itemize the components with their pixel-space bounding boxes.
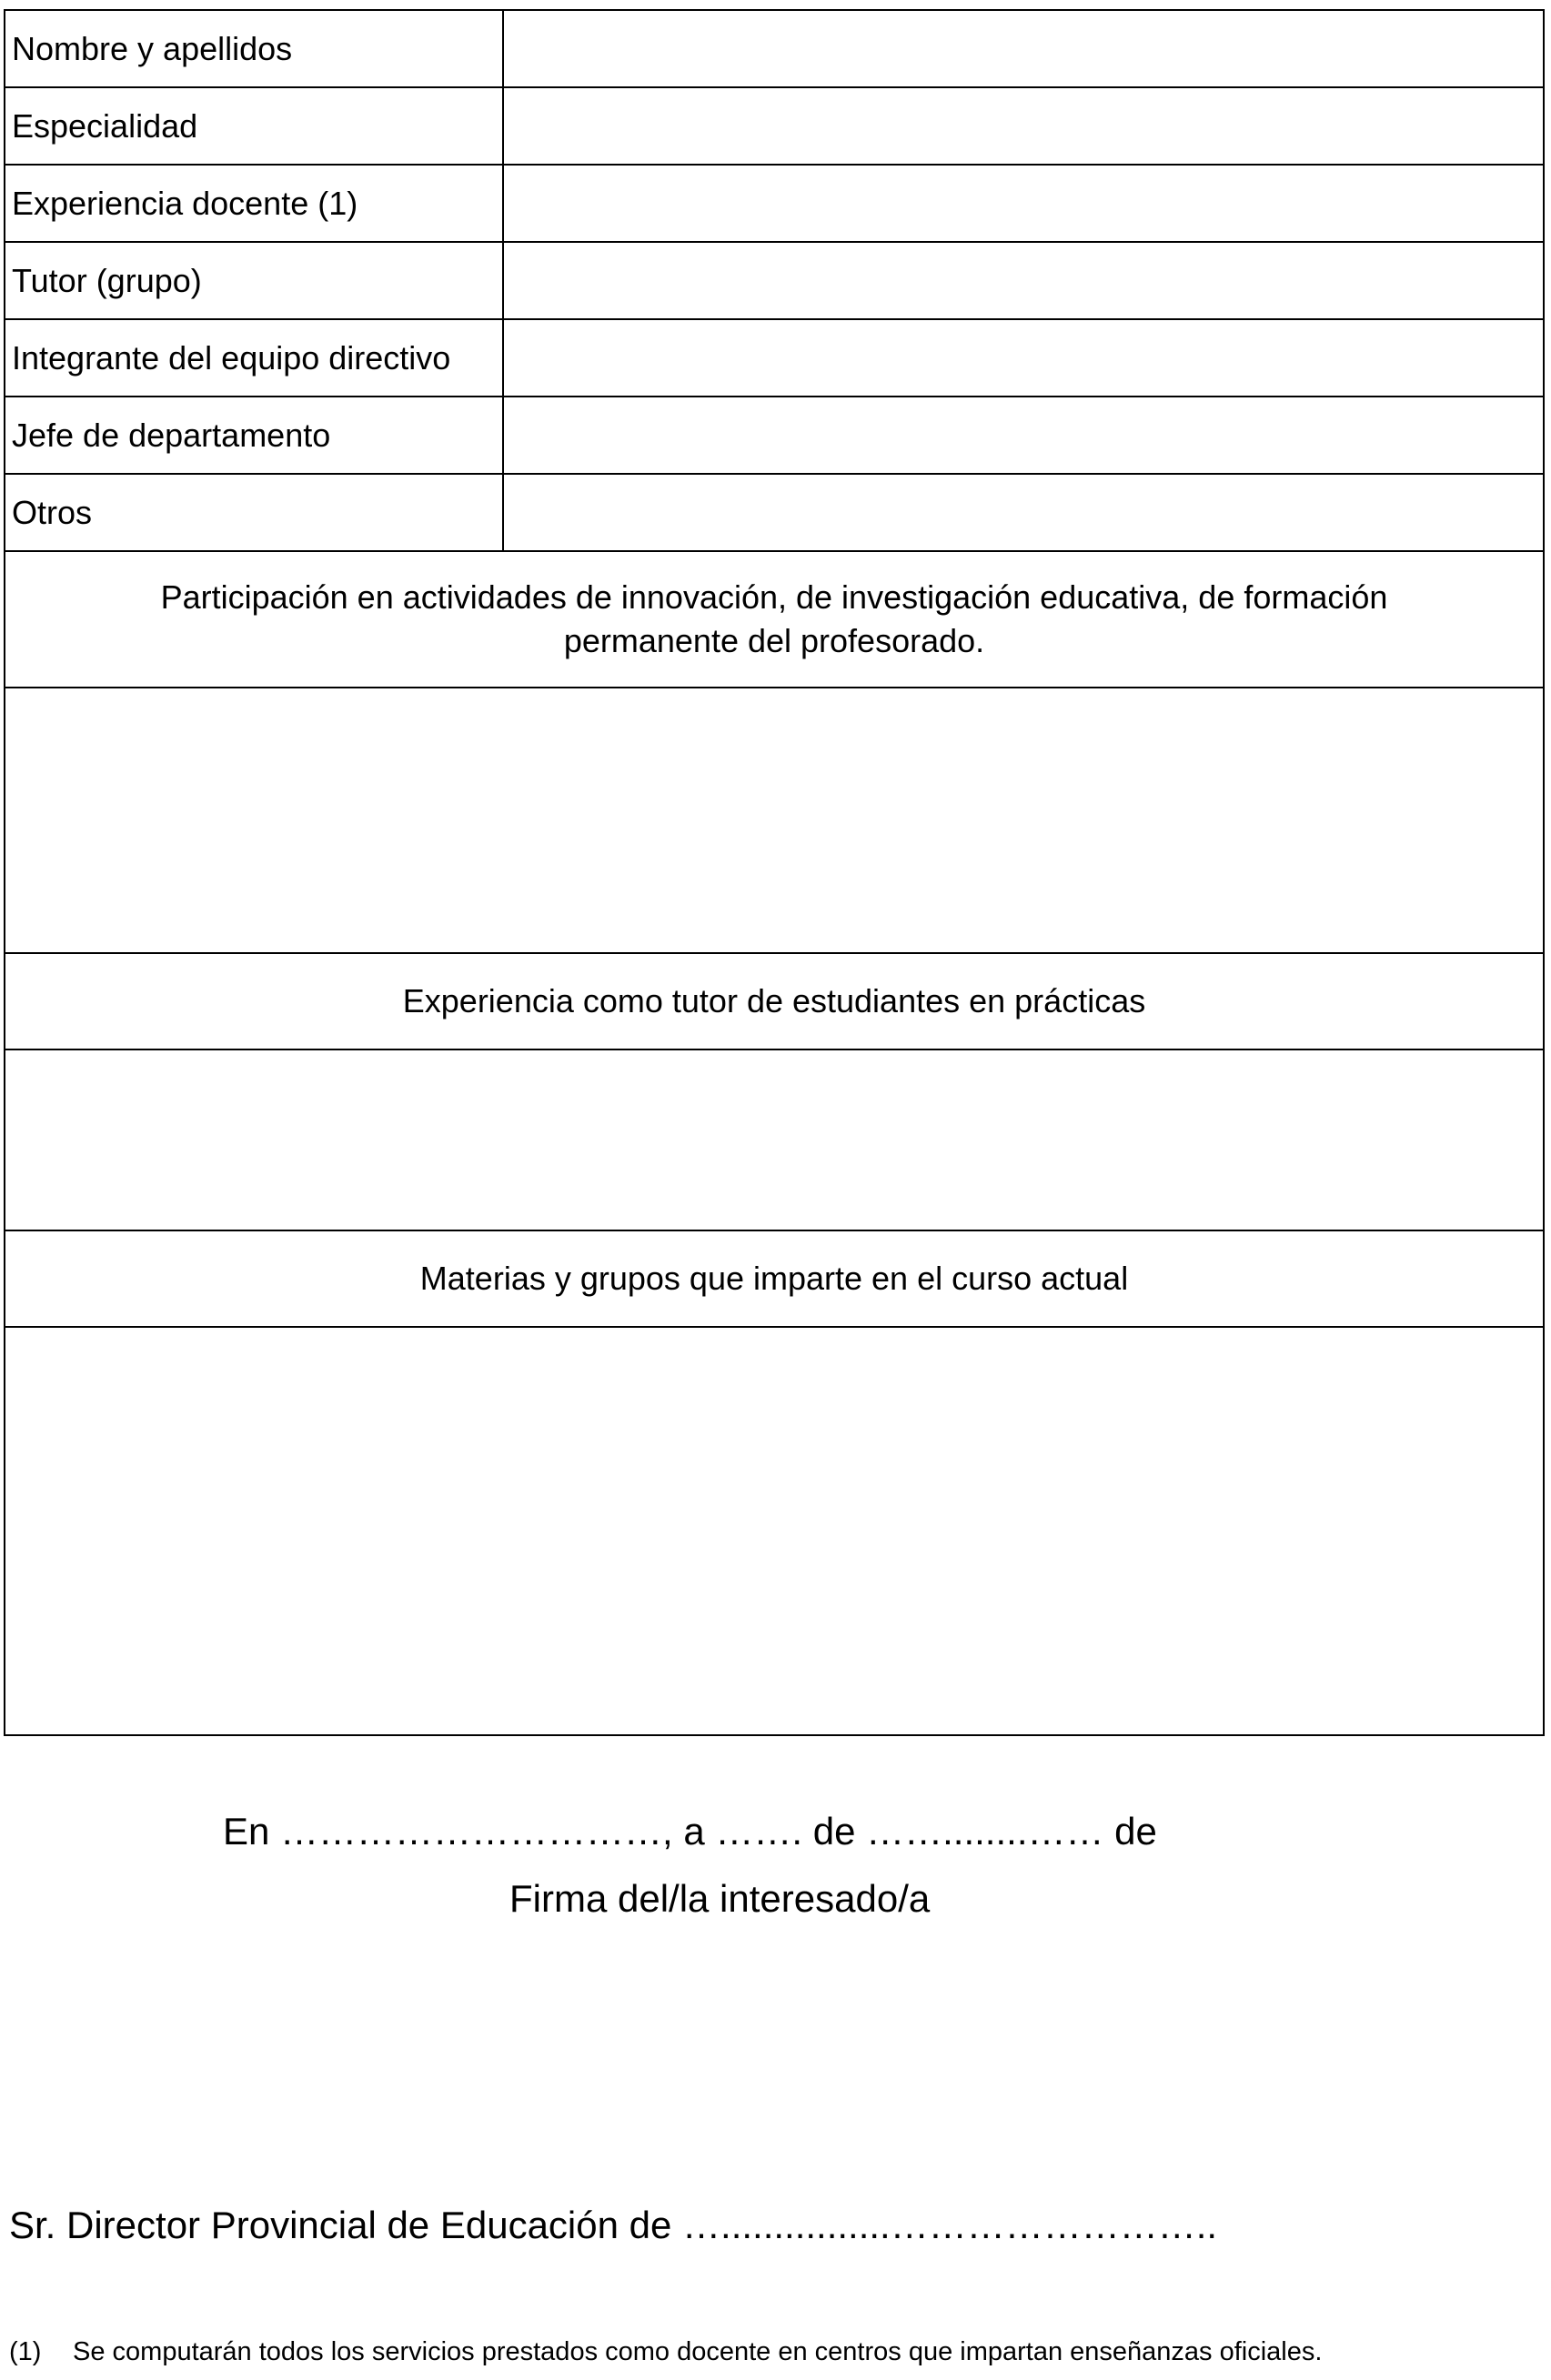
section-header-innovacion-line1: Participación en actividades de innovación, de investigación educativa, de formación [160, 578, 1388, 616]
field-value-jefe-departamento[interactable] [503, 397, 1544, 474]
section-header-row-innovacion [5, 551, 1544, 688]
field-label-nombre: Nombre y apellidos [5, 10, 503, 87]
section-content-tutor-practicas[interactable] [5, 1049, 1544, 1230]
addressee-line: Sr. Director Provincial de Educación de …................…………………….. [9, 2204, 1218, 2246]
form-row-nombre [5, 10, 1544, 87]
form-row-experiencia-docente [5, 165, 1544, 242]
section-content-materias[interactable] [5, 1327, 1544, 1735]
field-label-otros: Otros [5, 474, 503, 551]
footnote-text: Se computarán todos los servicios prestados como docente en centros que impartan enseñanzas oficiales. [73, 2337, 1323, 2366]
field-label-equipo-directivo: Integrante del equipo directivo [5, 319, 503, 397]
form-row-jefe-departamento [5, 397, 1544, 474]
section-content-row-innovacion [5, 688, 1544, 953]
section-header-materias: Materias y grupos que imparte en el curso actual [5, 1230, 1544, 1327]
field-value-especialidad[interactable] [503, 87, 1544, 165]
teacher-data-form [4, 9, 1545, 1736]
field-label-tutor: Tutor (grupo) [5, 242, 503, 319]
section-header-innovacion-line2: permanente del profesorado. [563, 622, 985, 659]
section-header-row-tutor-practicas [5, 953, 1544, 1049]
section-content-row-materias [5, 1327, 1544, 1735]
field-value-tutor[interactable] [503, 242, 1544, 319]
section-content-row-tutor-practicas [5, 1049, 1544, 1230]
section-header-innovacion [5, 551, 1544, 688]
field-value-otros[interactable] [503, 474, 1544, 551]
signature-label: Firma del/la interesado/a [509, 1877, 931, 1920]
section-content-innovacion[interactable] [5, 688, 1544, 953]
form-row-especialidad [5, 87, 1544, 165]
section-header-row-materias [5, 1230, 1544, 1327]
form-row-equipo-directivo [5, 319, 1544, 397]
field-label-jefe-departamento: Jefe de departamento [5, 397, 503, 474]
section-header-tutor-practicas: Experiencia como tutor de estudiantes en prácticas [5, 953, 1544, 1049]
field-value-experiencia-docente[interactable] [503, 165, 1544, 242]
footnote [9, 2337, 1322, 2367]
date-place-line: En …………………………, a ……. de ……........…… de [223, 1810, 1157, 1853]
field-value-nombre[interactable] [503, 10, 1544, 87]
field-value-equipo-directivo[interactable] [503, 319, 1544, 397]
footnote-marker: (1) [9, 2337, 42, 2366]
field-label-especialidad: Especialidad [5, 87, 503, 165]
form-row-otros [5, 474, 1544, 551]
form-row-tutor [5, 242, 1544, 319]
field-label-experiencia-docente: Experiencia docente (1) [5, 165, 503, 242]
